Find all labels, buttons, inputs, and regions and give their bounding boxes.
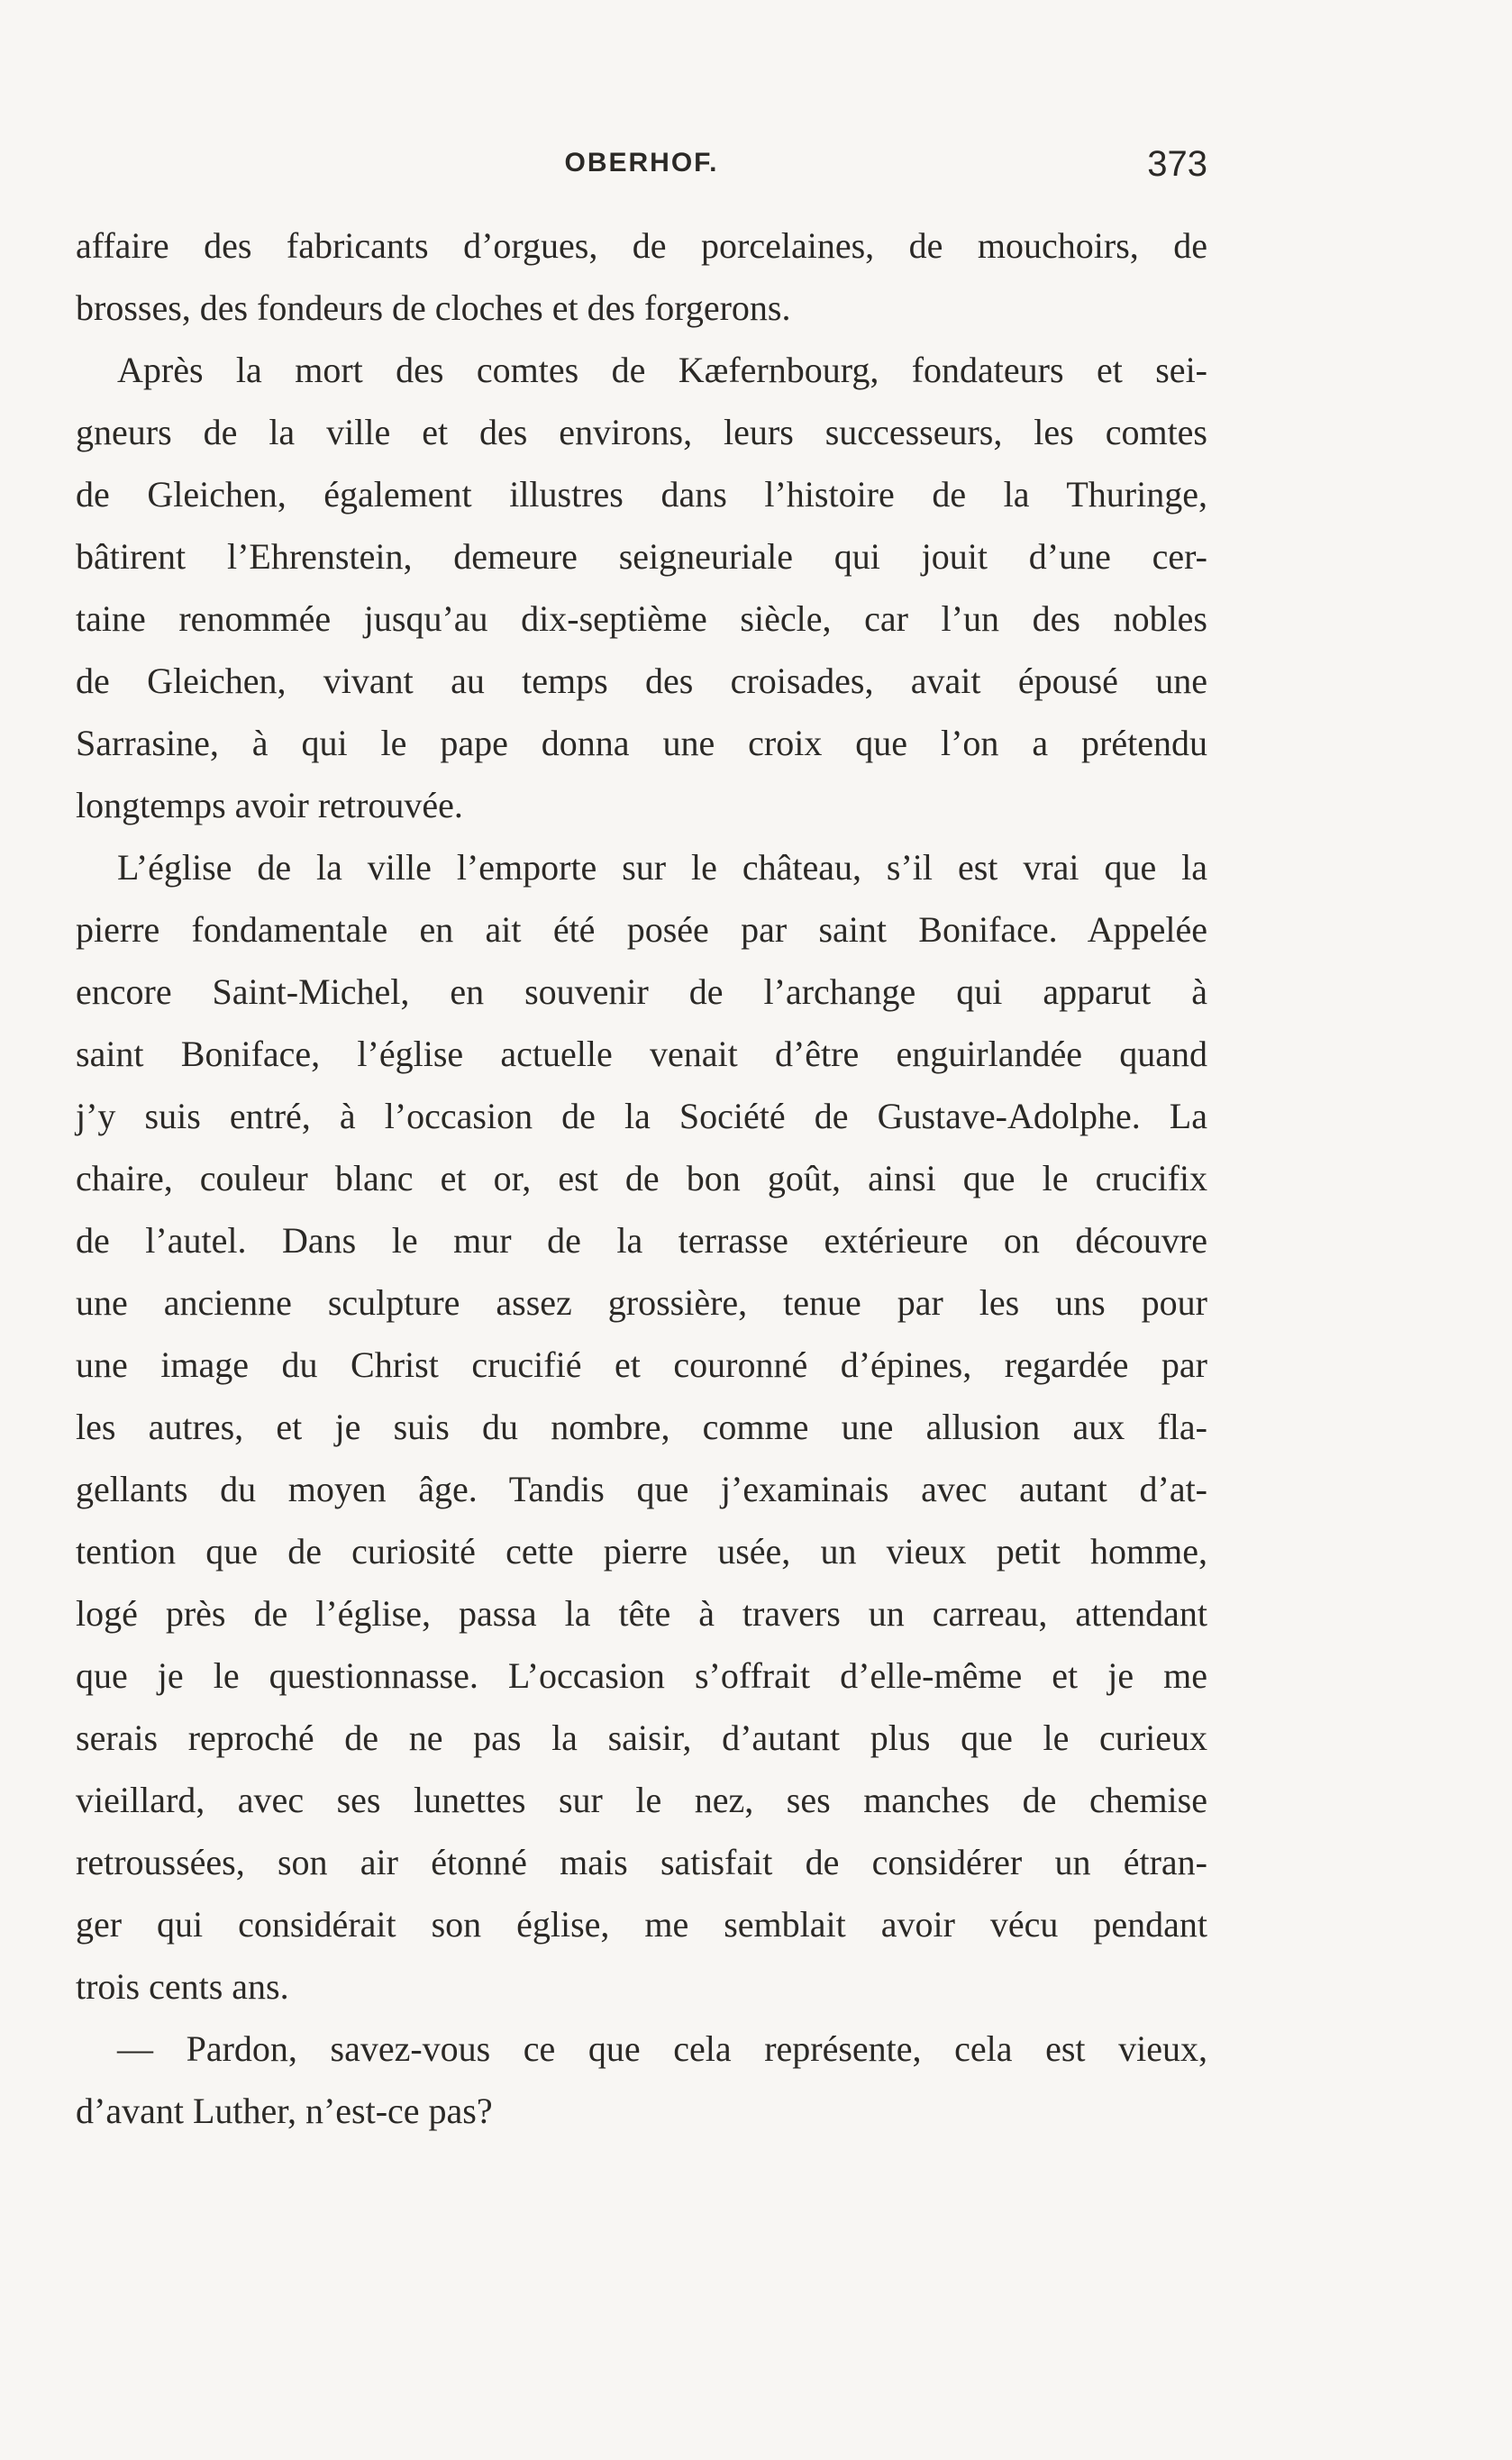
text-line: de Gleichen, vivant au temps des croisades, avait épousé une [76, 661, 1207, 701]
text-line: d’avant Luther, n’est-ce pas? [76, 2091, 493, 2131]
text-line: de Gleichen, également illustres dans l’histoire de la Thuringe, [76, 474, 1207, 515]
text-line: Après la mort des comtes de Kæfernbourg, fondateurs et sei- [117, 350, 1207, 390]
body-text [76, 214, 1207, 2142]
text-line: encore Saint-Michel, en souvenir de l’archange qui apparut à [76, 971, 1207, 1012]
text-line: une image du Christ crucifié et couronné d’épines, regardée par [76, 1344, 1207, 1385]
text-line: trois cents ans. [76, 1966, 289, 2007]
text-line: tention que de curiosité cette pierre usée, un vieux petit homme, [76, 1531, 1207, 1572]
text-line: taine renommée jusqu’au dix-septième siècle, car l’un des nobles [76, 598, 1207, 639]
text-line: que je le questionnasse. L’occasion s’offrait d’elle-même et je me [76, 1655, 1207, 1696]
text-line: j’y suis entré, à l’occasion de la Société de Gustave-Adolphe. La [76, 1096, 1207, 1136]
running-head [76, 144, 1207, 186]
text-line: logé près de l’église, passa la tête à travers un carreau, attendant [76, 1593, 1207, 1634]
text-line: chaire, couleur blanc et or, est de bon goût, ainsi que le crucifix [76, 1158, 1207, 1198]
text-line: gneurs de la ville et des environs, leurs successeurs, les comtes [76, 412, 1207, 452]
text-line: affaire des fabricants d’orgues, de porcelaines, de mouchoirs, de [76, 225, 1207, 266]
text-line: de l’autel. Dans le mur de la terrasse extérieure on découvre [76, 1220, 1207, 1261]
running-title: OBERHOF. [564, 148, 719, 178]
text-line: vieillard, avec ses lunettes sur le nez, ses manches de chemise [76, 1780, 1207, 1820]
text-line: ger qui considérait son église, me semblait avoir vécu pendant [76, 1904, 1207, 1945]
text-line: pierre fondamentale en ait été posée par saint Boniface. Appelée [76, 909, 1207, 950]
text-line: serais reproché de ne pas la saisir, d’autant plus que le curieux [76, 1717, 1207, 1758]
text-line: une ancienne sculpture assez grossière, tenue par les uns pour [76, 1282, 1207, 1323]
text-line: — Pardon, savez-vous ce que cela représente, cela est vieux, [117, 2028, 1207, 2069]
text-line: Sarrasine, à qui le pape donna une croix que l’on a prétendu [76, 723, 1207, 763]
text-line: longtemps avoir retrouvée. [76, 785, 463, 825]
text-line: gellants du moyen âge. Tandis que j’examinais avec autant d’at- [76, 1469, 1207, 1509]
page-number: 373 [1147, 144, 1207, 184]
text-line: bâtirent l’Ehrenstein, demeure seigneuriale qui jouit d’une cer- [76, 536, 1207, 577]
text-line: saint Boniface, l’église actuelle venait d’être enguirlandée quand [76, 1034, 1207, 1074]
text-line: L’église de la ville l’emporte sur le château, s’il est vrai que la [117, 847, 1207, 888]
text-line: les autres, et je suis du nombre, comme une allusion aux fla- [76, 1407, 1207, 1447]
text-line: brosses, des fondeurs de cloches et des forgerons. [76, 287, 791, 328]
text-line: retroussées, son air étonné mais satisfait de considérer un étran- [76, 1842, 1207, 1882]
